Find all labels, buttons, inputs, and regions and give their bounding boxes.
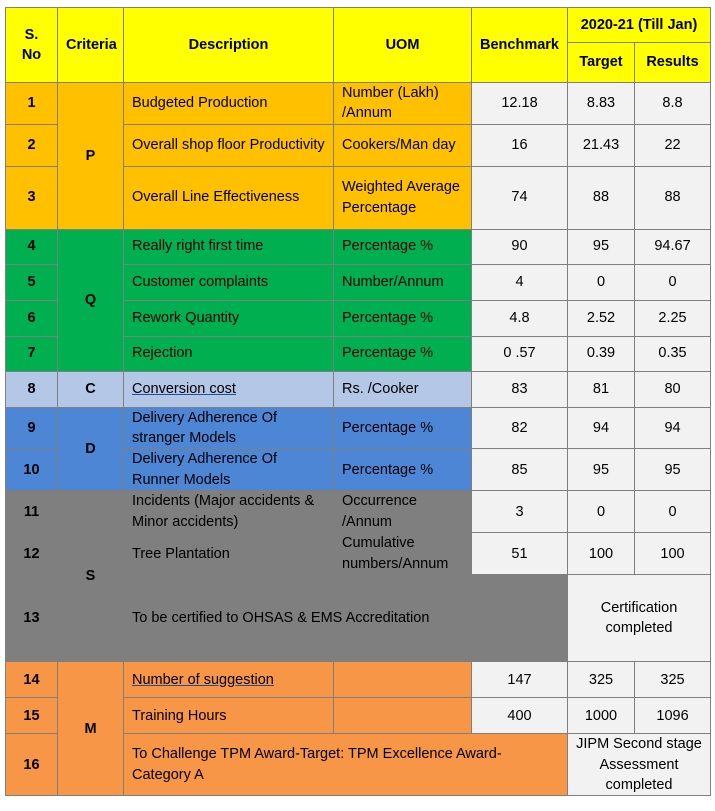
row-description: Training Hours <box>124 698 334 734</box>
row-results: 0 <box>635 491 711 533</box>
row-description: Overall shop floor Productivity <box>124 124 334 166</box>
row-target: 0 <box>568 264 635 300</box>
row-target: 2.52 <box>568 300 635 336</box>
row-description-text: Number of suggestion <box>132 671 274 688</box>
row-description: Rejection <box>124 336 334 371</box>
row-benchmark: 74 <box>472 166 568 229</box>
row-sno: 15 <box>6 698 58 734</box>
row-description-text: Conversion cost <box>132 380 236 397</box>
row-uom: Occurrence /Annum <box>334 491 472 533</box>
table-row <box>6 83 711 125</box>
row-benchmark: 85 <box>472 449 568 491</box>
header-criteria: Criteria <box>58 8 124 83</box>
kpi-table <box>5 7 711 796</box>
row-results: 95 <box>635 449 711 491</box>
row-status: JIPM Second stage Assessment completed <box>568 734 711 796</box>
row-benchmark: 82 <box>472 407 568 449</box>
header-row <box>6 8 711 43</box>
row-uom <box>334 698 472 734</box>
row-sno: 1 <box>6 83 58 125</box>
row-sno: 7 <box>6 336 58 371</box>
row-benchmark: 4 <box>472 264 568 300</box>
row-uom: Number/Annum <box>334 264 472 300</box>
row-uom: Weighted Average Percentage <box>334 166 472 229</box>
row-sno: 10 <box>6 449 58 491</box>
row-target: 1000 <box>568 698 635 734</box>
row-uom: Percentage % <box>334 300 472 336</box>
row-description: Overall Line Effectiveness <box>124 166 334 229</box>
row-results: 94 <box>635 407 711 449</box>
row-results: 22 <box>635 124 711 166</box>
row-benchmark: 4.8 <box>472 300 568 336</box>
row-results: 325 <box>635 662 711 698</box>
row-results: 0 <box>635 264 711 300</box>
row-benchmark: 400 <box>472 698 568 734</box>
header-description: Description <box>124 8 334 83</box>
row-results: 0.35 <box>635 336 711 371</box>
header-benchmark: Benchmark <box>472 8 568 83</box>
table-row <box>6 371 711 407</box>
row-target: 8.83 <box>568 83 635 125</box>
row-uom: Cumulative numbers/Annum <box>334 533 472 575</box>
row-benchmark: 83 <box>472 371 568 407</box>
row-description <box>124 371 334 407</box>
row-results: 100 <box>635 533 711 575</box>
row-uom: Rs. /Cooker <box>334 371 472 407</box>
table-row <box>6 229 711 264</box>
row-description <box>124 575 568 662</box>
row-description: Delivery Adherence Of stranger Models <box>124 407 334 449</box>
row-results: 8.8 <box>635 83 711 125</box>
row-sno: 3 <box>6 166 58 229</box>
criteria-m: M <box>58 662 124 796</box>
row-sno: 5 <box>6 264 58 300</box>
criteria-p: P <box>58 83 124 230</box>
row-uom: Percentage % <box>334 449 472 491</box>
row-target: 0 <box>568 491 635 533</box>
row-benchmark: 3 <box>472 491 568 533</box>
row-target: 100 <box>568 533 635 575</box>
row-target: 95 <box>568 449 635 491</box>
table-row <box>6 407 711 449</box>
row-sno: 14 <box>6 662 58 698</box>
row-uom: Percentage % <box>334 229 472 264</box>
row-description: Incidents (Major accidents & Minor accidents) <box>124 491 334 533</box>
header-period: 2020-21 (Till Jan) <box>568 8 711 43</box>
row-benchmark: 51 <box>472 533 568 575</box>
header-results: Results <box>635 43 711 83</box>
row-target: 88 <box>568 166 635 229</box>
row-sno: 2 <box>6 124 58 166</box>
row-target: 94 <box>568 407 635 449</box>
table-row <box>6 491 711 533</box>
row-benchmark: 90 <box>472 229 568 264</box>
row-description: Budgeted Production <box>124 83 334 125</box>
row-target: 21.43 <box>568 124 635 166</box>
row-results: 1096 <box>635 698 711 734</box>
row-description: Delivery Adherence Of Runner Models <box>124 449 334 491</box>
header-uom: UOM <box>334 8 472 83</box>
row-description: Tree Plantation <box>124 533 334 575</box>
row-uom: Cookers/Man day <box>334 124 472 166</box>
row-sno: 12 <box>6 533 58 575</box>
row-target: 325 <box>568 662 635 698</box>
row-description <box>124 662 334 698</box>
criteria-s: S <box>58 491 124 662</box>
table-row <box>6 662 711 698</box>
row-target: 95 <box>568 229 635 264</box>
row-sno: 4 <box>6 229 58 264</box>
row-description: To Challenge TPM Award-Target: TPM Excellence Award-Category A <box>124 734 568 796</box>
row-target: 0.39 <box>568 336 635 371</box>
header-target: Target <box>568 43 635 83</box>
row-benchmark: 147 <box>472 662 568 698</box>
row-description: Customer complaints <box>124 264 334 300</box>
row-benchmark: 16 <box>472 124 568 166</box>
row-results: 94.67 <box>635 229 711 264</box>
row-results: 80 <box>635 371 711 407</box>
row-sno: 13 <box>6 575 58 662</box>
row-sno: 6 <box>6 300 58 336</box>
criteria-d: D <box>58 407 124 491</box>
row-uom: Number (Lakh) /Annum <box>334 83 472 125</box>
row-target: 81 <box>568 371 635 407</box>
row-uom <box>334 662 472 698</box>
row-results: 2.25 <box>635 300 711 336</box>
row-results: 88 <box>635 166 711 229</box>
row-sno: 11 <box>6 491 58 533</box>
header-sno: S. No <box>6 8 58 83</box>
row-sno: 8 <box>6 371 58 407</box>
row-benchmark: 0 .57 <box>472 336 568 371</box>
criteria-c: C <box>58 371 124 407</box>
row-uom: Percentage % <box>334 407 472 449</box>
row-uom: Percentage % <box>334 336 472 371</box>
criteria-q: Q <box>58 229 124 371</box>
row-benchmark: 12.18 <box>472 83 568 125</box>
row-description: Really right first time <box>124 229 334 264</box>
row-sno: 16 <box>6 734 58 796</box>
row-status: Certification completed <box>568 575 711 662</box>
row-description: Rework Quantity <box>124 300 334 336</box>
row-sno: 9 <box>6 407 58 449</box>
row-description-text: To be certified to OHSAS & EMS Accreditation <box>132 610 430 627</box>
